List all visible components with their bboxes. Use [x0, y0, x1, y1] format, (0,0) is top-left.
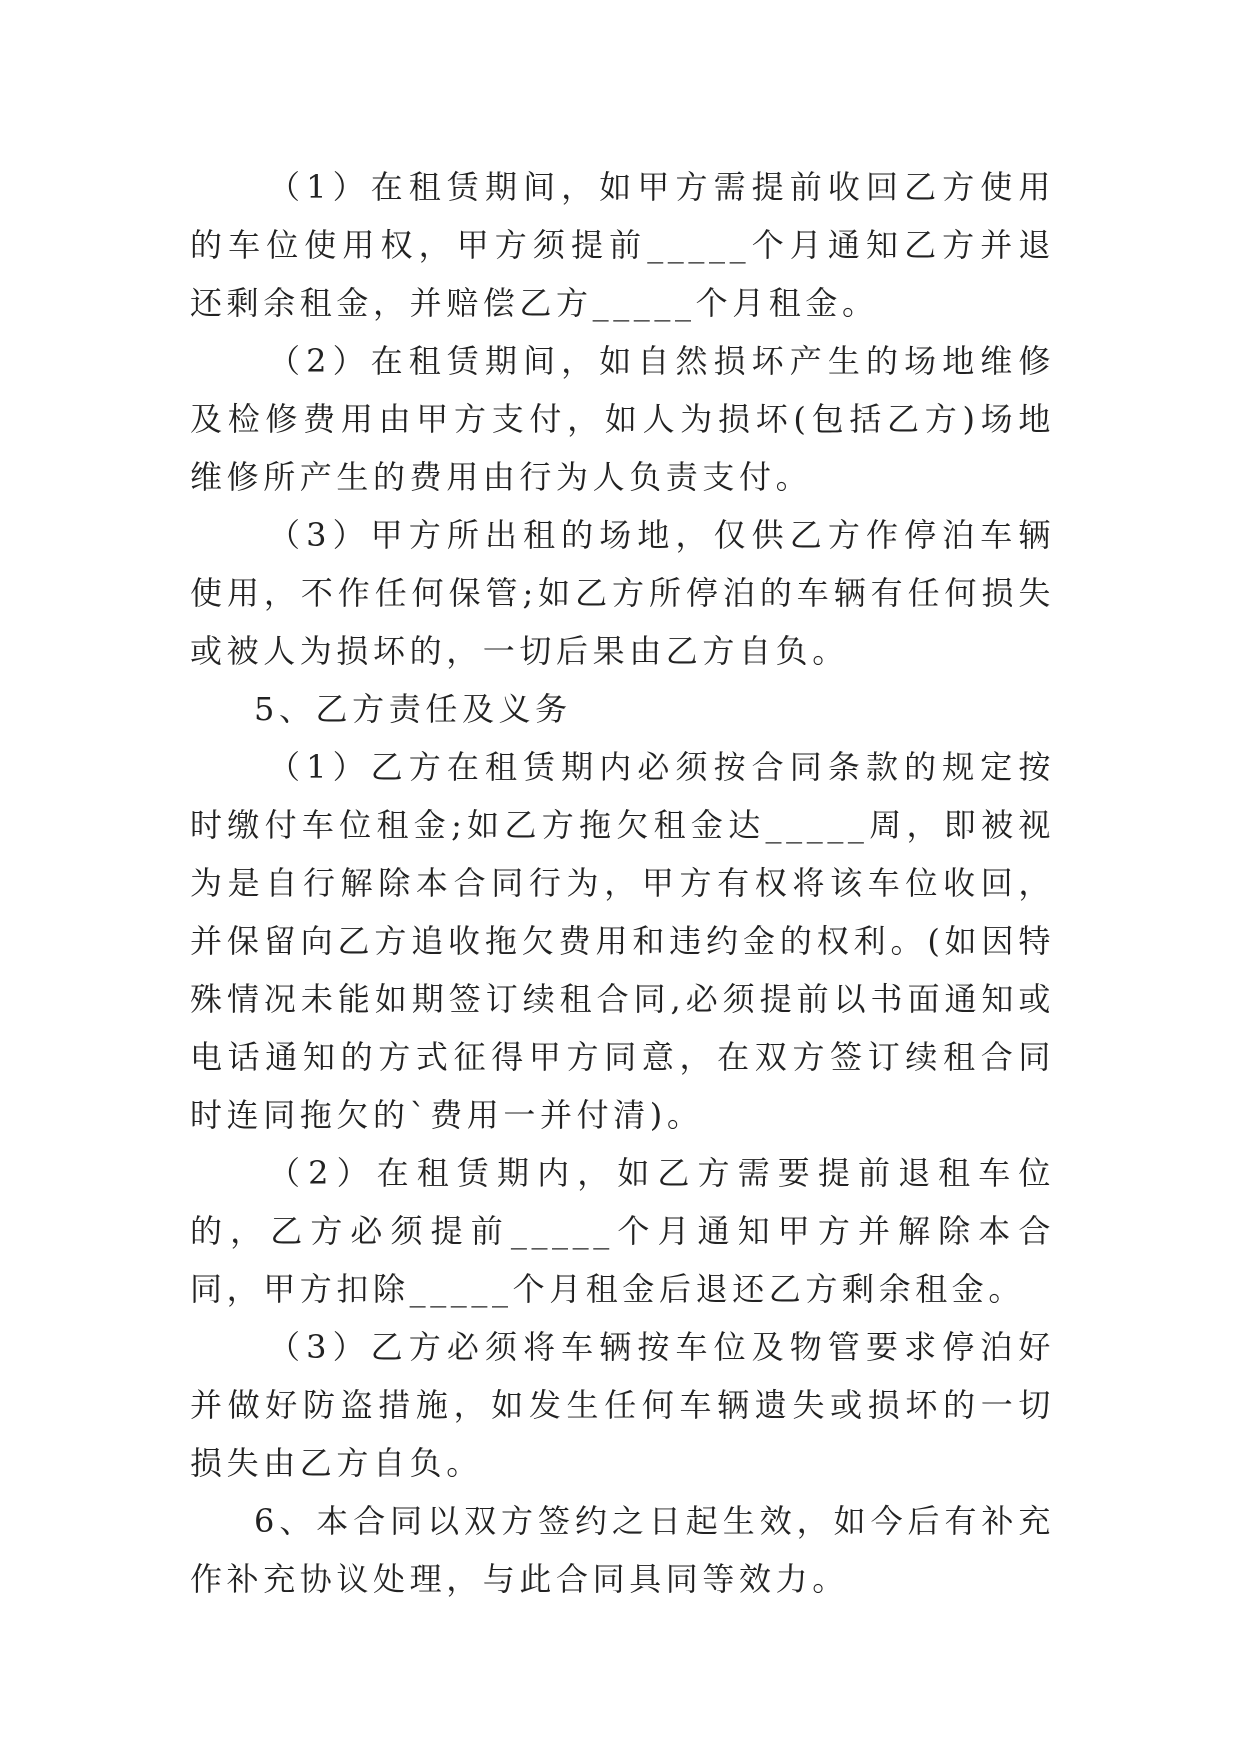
clause-4-3-paragraph: （3）甲方所出租的场地，仅供乙方作停泊车辆使用，不作任何保管;如乙方所停泊的车辆有任何损失或被人为损坏的，一切后果由乙方自负。 [190, 516, 1055, 670]
clause-6-paragraph: 6、本合同以双方签约之日起生效，如今后有补充作补充协议处理，与此合同具同等效力。 [190, 1502, 1055, 1598]
clause-4-2-paragraph: （2）在租赁期间，如自然损坏产生的场地维修及检修费用由甲方支付，如人为损坏(包括乙方)场地维修所产生的费用由行为人负责支付。 [190, 342, 1055, 496]
clause-5-3-paragraph: （3）乙方必须将车辆按车位及物管要求停泊好并做好防盗措施，如发生任何车辆遗失或损坏的一切损失由乙方自负。 [190, 1328, 1055, 1482]
clause-5-1-paragraph: （1）乙方在租赁期内必须按合同条款的规定按时缴付车位租金;如乙方拖欠租金达_____周，即被视为是自行解除本合同行为，甲方有权将该车位收回，并保留向乙方追收拖欠费用和违约金的权利。(如因特殊情况未能如期签订续租合同,必须提前以书面通知或电话通知的方式征得甲方同意，在双方签订续租合同时连同拖欠的`费用一并付清)。 [190, 748, 1055, 1134]
document-body [190, 158, 1055, 1608]
clause-5-2-paragraph: （2）在租赁期内，如乙方需要提前退租车位的，乙方必须提前_____个月通知甲方并解除本合同，甲方扣除_____个月租金后退还乙方剩余租金。 [190, 1154, 1055, 1308]
section-5-heading: 5、乙方责任及义务 [254, 690, 572, 728]
clause-4-1-paragraph: （1）在租赁期间，如甲方需提前收回乙方使用的车位使用权，甲方须提前_____个月通知乙方并退还剩余租金，并赔偿乙方_____个月租金。 [190, 168, 1055, 322]
